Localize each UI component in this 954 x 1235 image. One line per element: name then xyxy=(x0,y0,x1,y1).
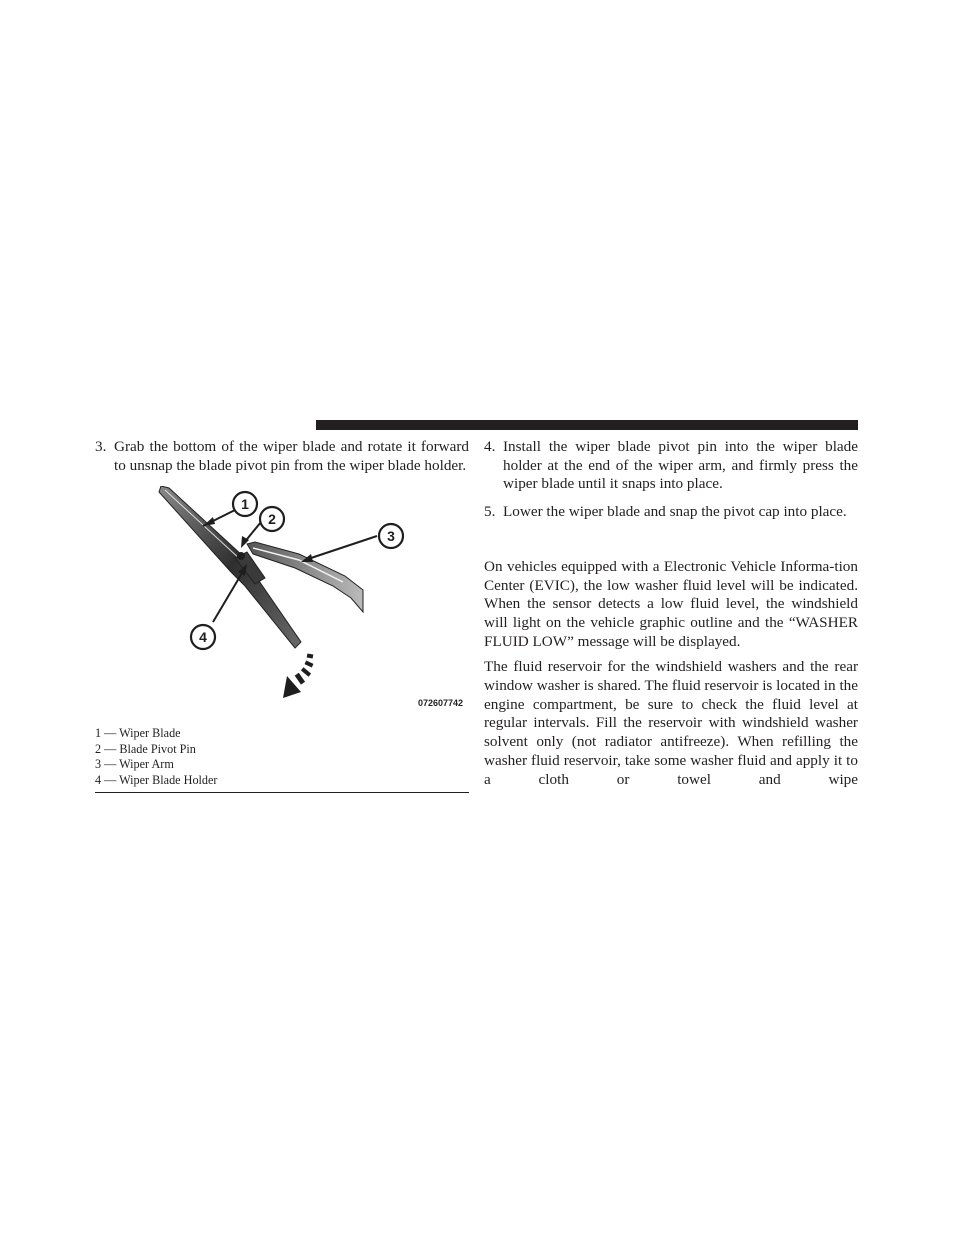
callout-3 xyxy=(379,524,403,548)
caption-line: 3 — Wiper Arm xyxy=(95,757,174,772)
step-5 xyxy=(484,503,858,522)
callout-4 xyxy=(191,625,215,649)
figure-captions xyxy=(95,726,469,793)
left-column xyxy=(95,438,469,706)
reservoir-paragraph: The fluid reservoir for the windshield washers and the rear window washer is shared. The fluid reservoir is located in the engine compartment, be sure to check the fluid level at regular intervals. Fill the reservoir with windshield washer solvent only (not radiator antifreeze). When refilling the washer fluid reservoir, take some washer fluid and apply it to a cloth or towel and wipe xyxy=(484,658,858,788)
callout-2 xyxy=(260,507,284,531)
callout-1 xyxy=(233,492,257,516)
wiper-blade-figure xyxy=(95,486,469,706)
caption-line: 2 — Blade Pivot Pin xyxy=(95,741,196,756)
step-text: Grab the bottom of the wiper blade and rotate it forward to unsnap the blade pivot pin from the wiper blade holder. xyxy=(114,438,469,474)
evic-paragraph: On vehicles equipped with a Electronic Vehicle Informa-tion Center (EVIC), the low washer fluid level will be indicated. When the sensor detects a low fluid level, the windshield will light on the vehicle graphic outline and the “WASHER FLUID LOW” message will be displayed. xyxy=(484,557,858,650)
svg-text:1: 1 xyxy=(241,496,249,513)
right-column xyxy=(484,438,858,789)
step-text: Install the wiper blade pivot pin into the wiper blade holder at the end of the wiper arm, and firmly press the wiper blade until it snaps into place. xyxy=(503,438,858,493)
step-text: Lower the wiper blade and snap the pivot cap into place. xyxy=(503,503,847,521)
wiper-illustration xyxy=(95,486,469,706)
caption-line: 4 — Wiper Blade Holder xyxy=(95,772,218,787)
svg-text:3: 3 xyxy=(387,528,395,545)
svg-text:4: 4 xyxy=(199,629,207,646)
svg-text:2: 2 xyxy=(268,511,276,528)
step-number: 4. xyxy=(484,438,496,455)
step-number: 5. xyxy=(484,503,496,521)
rotate-arrow-icon xyxy=(283,654,313,698)
step-4 xyxy=(484,438,858,494)
step-3 xyxy=(95,438,469,475)
step-number: 3. xyxy=(95,438,107,455)
figure-id-code: 072607742 xyxy=(418,698,464,708)
caption-line: 1 — Wiper Blade xyxy=(95,726,181,740)
header-bar xyxy=(316,420,858,430)
